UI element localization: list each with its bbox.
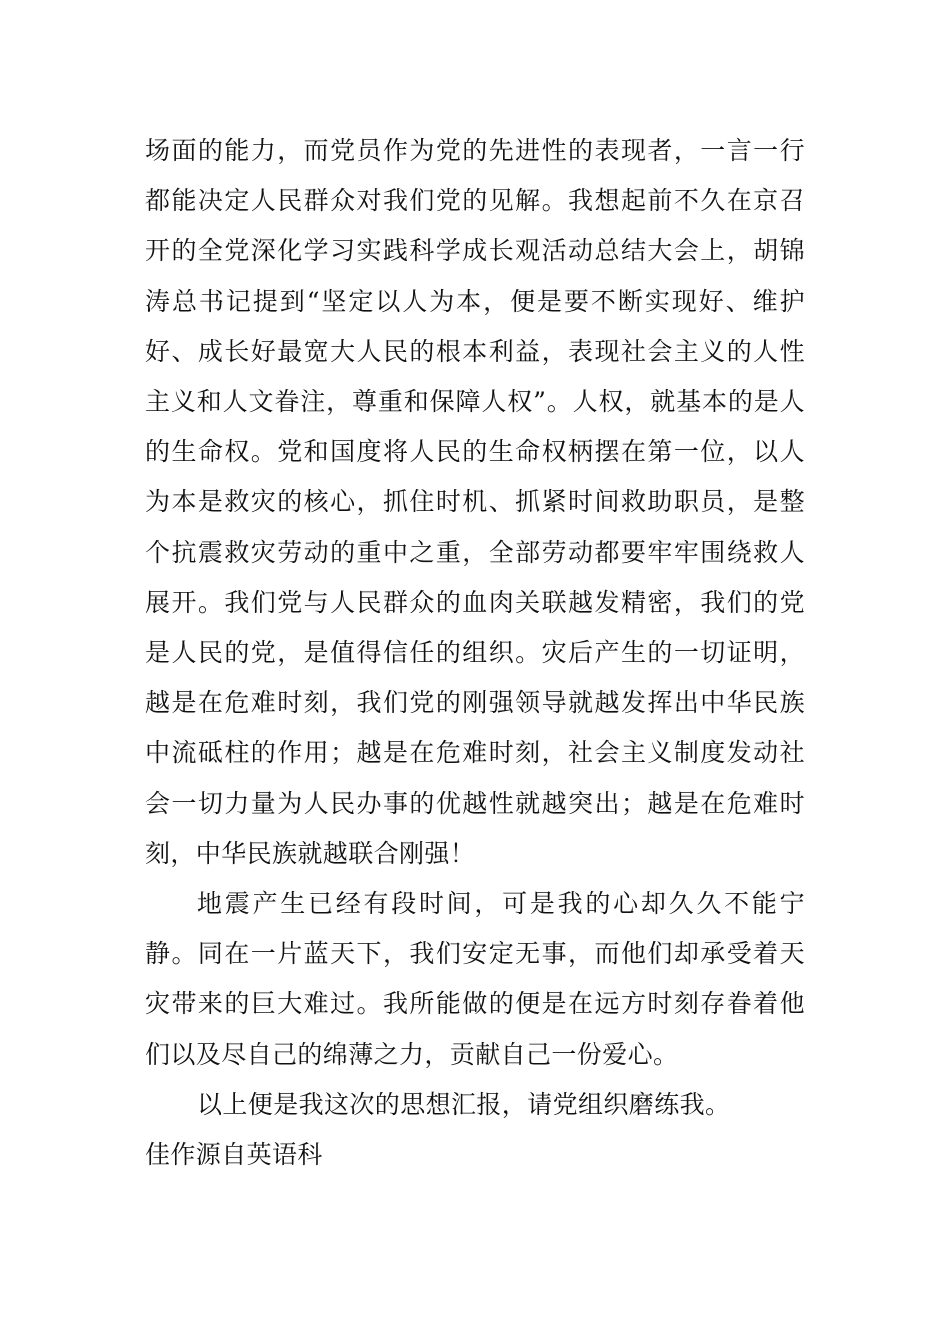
paragraph-2: 地震产生已经有段时间，可是我的心却久久不能宁静。同在一片蓝天下，我们安定无事，而他们却承受着天灾带来的巨大难过。我所能做的便是在远方时刻存眷着他们以及尽自己的绵薄之力，贡献自己一份爱心。 xyxy=(145,889,805,1069)
paragraph-3: 以上便是我这次的思想汇报，请党组织磨练我。 xyxy=(197,1089,731,1119)
document-body xyxy=(145,126,805,1180)
source-note: 佳作源自英语科 xyxy=(145,1140,323,1170)
paragraph-1: 场面的能力，而党员作为党的先进性的表现者，一言一行都能决定人民群众对我们党的见解。我想起前不久在京召开的全党深化学习实践科学成长观活动总结大会上，胡锦涛总书记提到“坚定以人为本，便是要不断实现好、维护好、成长好最宽大人民的根本利益，表现社会主义的人性主义和人文眷注，尊重和保障人权”。人权，就基本的是人的生命权。党和国度将人民的生命权柄摆在第一位，以人为本是救灾的核心，抓住时机、抓紧时间救助职员，是整个抗震救灾劳动的重中之重，全部劳动都要牢牢围绕救人展开。我们党与人民群众的血肉关联越发精密，我们的党是人民的党，是值得信任的组织。灾后产生的一切证明，越是在危难时刻，我们党的刚强领导就越发挥出中华民族中流砥柱的作用；越是在危难时刻，社会主义制度发动社会一切力量为人民办事的优越性就越突出；越是在危难时刻，中华民族就越联合刚强！ xyxy=(145,136,805,868)
